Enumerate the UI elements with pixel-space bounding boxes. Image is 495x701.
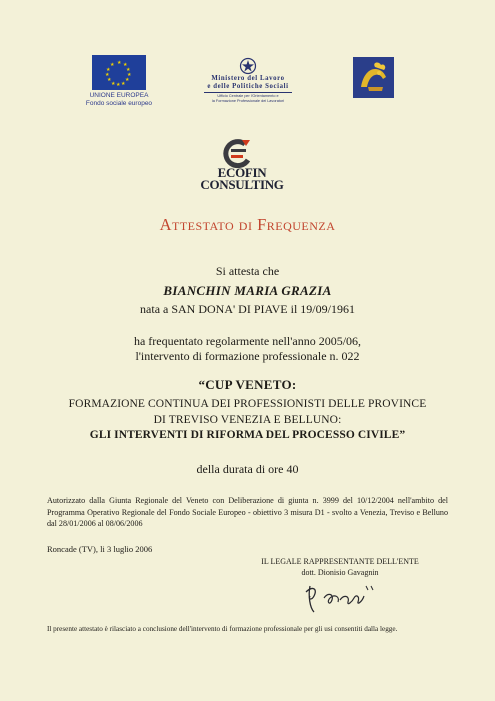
ministry-line1: Ministero del Lavoro [211, 75, 285, 82]
italian-republic-emblem-icon [239, 57, 257, 75]
ecofin-name [177, 167, 307, 191]
eu-caption [74, 92, 164, 107]
ecofin-line2: CONSULTING [200, 177, 284, 192]
ministry-line4: la Formazione Professionale dei Lavoratori [211, 98, 285, 103]
veneto-lion-logo [353, 57, 394, 98]
eu-line2: Fondo sociale europeo [85, 99, 153, 107]
legal-rep-name: dott. Dionisio Gavagnin [301, 567, 379, 577]
course-line3: GLI INTERVENTI DI RIFORMA DEL PROCESSO CIVILE” [89, 429, 406, 441]
ministry-divider [204, 92, 292, 93]
ministry-line3: Ufficio Centrale per l'Orientamento e [217, 94, 279, 98]
eu-line1: UNIONE EUROPEA [89, 92, 149, 99]
birth-info: nata a SAN DONA' DI PIAVE il 19/09/1961 [140, 302, 355, 316]
certificate-title: Attestato di Frequenza [159, 215, 336, 234]
footer-note: Il presente attestato è rilasciato a conclusione dell'intervento di formazione professionale per gli usi consentiti dalla legge. [47, 625, 398, 633]
course-line1: FORMAZIONE CONTINUA DEI PROFESSIONISTI DELLE PROVINCE [68, 398, 427, 410]
attended-line2: l'intervento di formazione professionale n. 022 [135, 349, 360, 363]
legal-rep-title: IL LEGALE RAPPRESENTANTE DELL'ENTE [261, 557, 419, 566]
handwritten-signature [300, 578, 390, 618]
recipient-name: BIANCHIN MARIA GRAZIA [163, 283, 332, 298]
course-line2: DI TREVISO VENEZIA E BELLUNO: [153, 414, 342, 426]
authorization-text: Autorizzato dalla Giunta Regionale del Veneto con Deliberazione di giunta n. 3999 del 10/12/2004 nell'ambito del Programma Operativo Regionale del Fondo Sociale Europeo - obiettivo 3 misura D1 - svolto a Venezia, Treviso e Belluno dal 28/01/2006 al 08/06/2006 [47, 496, 448, 528]
legal-representative [240, 557, 440, 578]
course-duration: della durata di ore 40 [196, 462, 299, 476]
course-title: “CUP VENETO: [198, 377, 297, 392]
attended-line1: ha frequentato regolarmente nell'anno 2005/06, [133, 334, 362, 348]
ecofin-line1: ECOFIN [217, 165, 267, 180]
place-date: Roncade (TV), li 3 luglio 2006 [47, 544, 153, 554]
ministry-caption [196, 75, 300, 103]
intro-text: Si attesta che [215, 264, 280, 278]
eu-flag-logo: ★ ★ ★ ★ ★ ★ ★ ★ ★ ★ ★ ★ [92, 55, 146, 90]
ministry-line2: e delle Politiche Sociali [207, 83, 289, 90]
